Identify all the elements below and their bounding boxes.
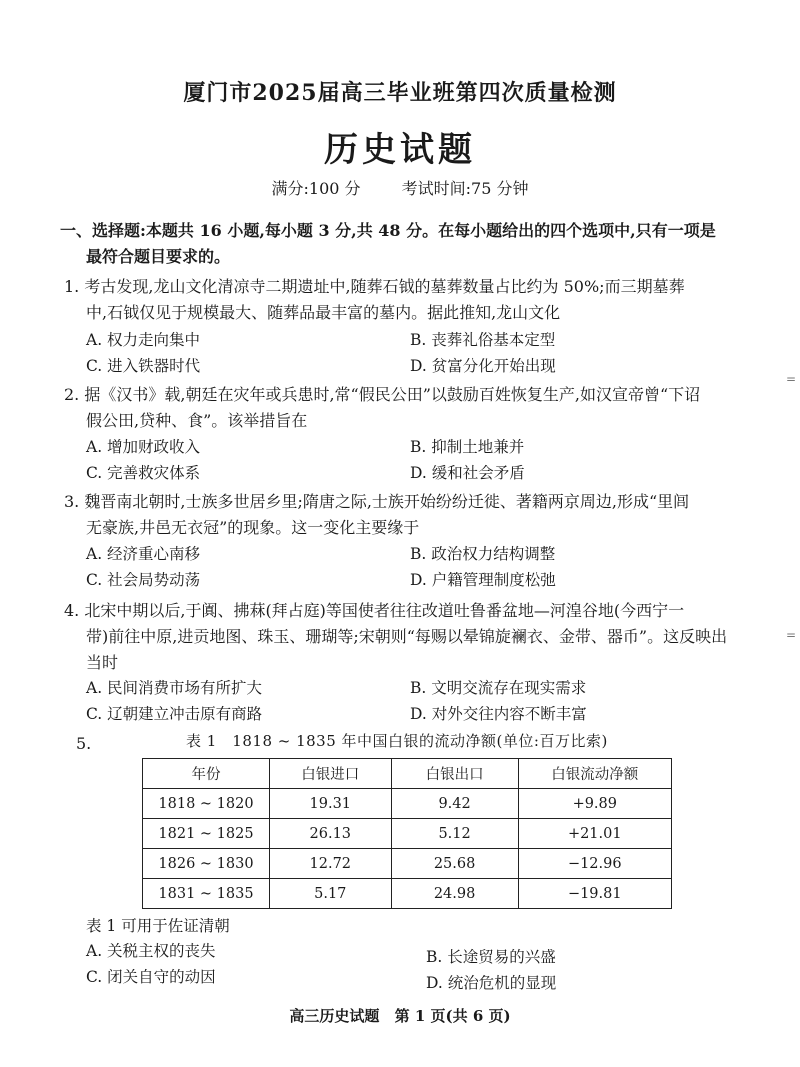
table-cell: 9.42	[391, 789, 518, 819]
question-2	[64, 382, 734, 434]
question-stem-line: 1. 考古发现,龙山文化清凉寺二期遗址中,随葬石钺的墓葬数量占比约为 50%;而三期墓葬	[64, 277, 685, 296]
question-stem-line: 2. 据《汉书》载,朝廷在灾年或兵患时,常“假民公田”以鼓励百姓恢复生产,如汉宣帝曾“下诏	[64, 385, 701, 404]
question-stem-line: 4. 北宋中期以后,于阗、拂菻(拜占庭)等国使者往往改道吐鲁番盆地—河湟谷地(今西宁一	[64, 601, 685, 620]
table-header-cell: 白银进口	[269, 759, 391, 789]
section-line-1: 一、选择题:本题共 16 小题,每小题 3 分,共 48 分。在每小题给出的四个选项中,只有一项是	[60, 221, 716, 240]
table-cell: 5.17	[269, 879, 391, 909]
exam-time: 考试时间:75 分钟	[401, 179, 529, 198]
q2-option-d[interactable]: D. 缓和社会矛盾	[410, 464, 525, 482]
question-5-number: 5.	[76, 734, 92, 753]
question-3	[64, 489, 734, 541]
table-cell: 1826 ~ 1830	[143, 849, 270, 879]
full-score: 满分:100 分	[271, 179, 361, 198]
table-caption: 表 1 1818 ~ 1835 年中国白银的流动净额(单位:百万比索)	[186, 732, 608, 750]
question-4	[64, 598, 734, 676]
exam-meta	[0, 176, 800, 199]
q3-option-c[interactable]: C. 社会局势动荡	[86, 571, 201, 589]
q4-option-b[interactable]: B. 文明交流存在现实需求	[410, 679, 587, 697]
q2-option-c[interactable]: C. 完善救灾体系	[86, 464, 201, 482]
exam-subtitle: 厦门市2025届高三毕业班第四次质量检测	[183, 80, 617, 106]
question-stem-line: 当时	[86, 653, 119, 672]
question-stem-line: 假公田,贷种、食”。该举措旨在	[86, 411, 308, 430]
q2-option-a[interactable]: A. 增加财政收入	[86, 438, 201, 456]
margin-mark: =	[786, 628, 797, 642]
table-header-cell: 年份	[143, 759, 270, 789]
table-header-row	[143, 759, 672, 789]
question-stem-line: 带)前往中原,进贡地图、珠玉、珊瑚等;宋朝则“每赐以晕锦旋襕衣、金带、器币”。这反映出	[86, 627, 728, 646]
table-cell: 26.13	[269, 819, 391, 849]
table-cell: 1821 ~ 1825	[143, 819, 270, 849]
table-row	[143, 819, 672, 849]
q2-option-b[interactable]: B. 抑制土地兼并	[410, 438, 525, 456]
question-1	[64, 274, 734, 326]
q3-option-a[interactable]: A. 经济重心南移	[86, 545, 201, 563]
section-line-2: 最符合题目要求的。	[86, 247, 231, 266]
page-title: 历史试题	[324, 130, 476, 170]
table-cell: 25.68	[391, 849, 518, 879]
q4-option-d[interactable]: D. 对外交往内容不断丰富	[410, 705, 587, 723]
q1-option-a[interactable]: A. 权力走向集中	[86, 331, 201, 349]
question-stem-line: 无豪族,井邑无衣冠”的现象。这一变化主要缘于	[86, 518, 420, 537]
table-cell: 1831 ~ 1835	[143, 879, 270, 909]
page-footer	[0, 1005, 800, 1026]
silver-flow-table	[142, 758, 672, 909]
table-cell: +9.89	[518, 789, 671, 819]
table-cell: +21.01	[518, 819, 671, 849]
table-row	[143, 849, 672, 879]
q5-option-b[interactable]: B. 长途贸易的兴盛	[426, 948, 556, 966]
q5-option-d[interactable]: D. 统治危机的显现	[426, 974, 557, 992]
q1-option-b[interactable]: B. 丧葬礼俗基本定型	[410, 331, 556, 349]
table-header-cell: 白银流动净额	[518, 759, 671, 789]
table-cell: 1818 ~ 1820	[143, 789, 270, 819]
q1-option-c[interactable]: C. 进入铁器时代	[86, 357, 201, 375]
question-stem-line: 3. 魏晋南北朝时,士族多世居乡里;隋唐之际,士族开始纷纷迁徙、著籍两京周边,形成“里闾	[64, 492, 690, 511]
question-5-stem: 表 1 可用于佐证清朝	[86, 917, 230, 935]
table-row	[143, 789, 672, 819]
table-cell: 19.31	[269, 789, 391, 819]
table-header-cell: 白银出口	[391, 759, 518, 789]
table-cell: −12.96	[518, 849, 671, 879]
footer-subject: 高三历史试题	[289, 1007, 380, 1025]
table-cell: 5.12	[391, 819, 518, 849]
footer-page-number: 第 1 页(共 6 页)	[394, 1007, 511, 1025]
question-stem-line: 中,石钺仅见于规模最大、随葬品最丰富的墓内。据此推知,龙山文化	[86, 303, 561, 322]
q4-option-c[interactable]: C. 辽朝建立冲击原有商路	[86, 705, 263, 723]
table-row	[143, 879, 672, 909]
q3-option-b[interactable]: B. 政治权力结构调整	[410, 545, 556, 563]
table-cell: 24.98	[391, 879, 518, 909]
margin-mark: =	[786, 372, 797, 386]
q1-option-d[interactable]: D. 贫富分化开始出现	[410, 357, 556, 375]
section-instructions	[60, 218, 760, 270]
table-cell: 12.72	[269, 849, 391, 879]
q3-option-d[interactable]: D. 户籍管理制度松弛	[410, 571, 556, 589]
q5-option-a[interactable]: A. 关税主权的丧失	[86, 942, 216, 960]
q5-option-c[interactable]: C. 闭关自守的动因	[86, 968, 216, 986]
table-cell: −19.81	[518, 879, 671, 909]
q4-option-a[interactable]: A. 民间消费市场有所扩大	[86, 679, 263, 697]
